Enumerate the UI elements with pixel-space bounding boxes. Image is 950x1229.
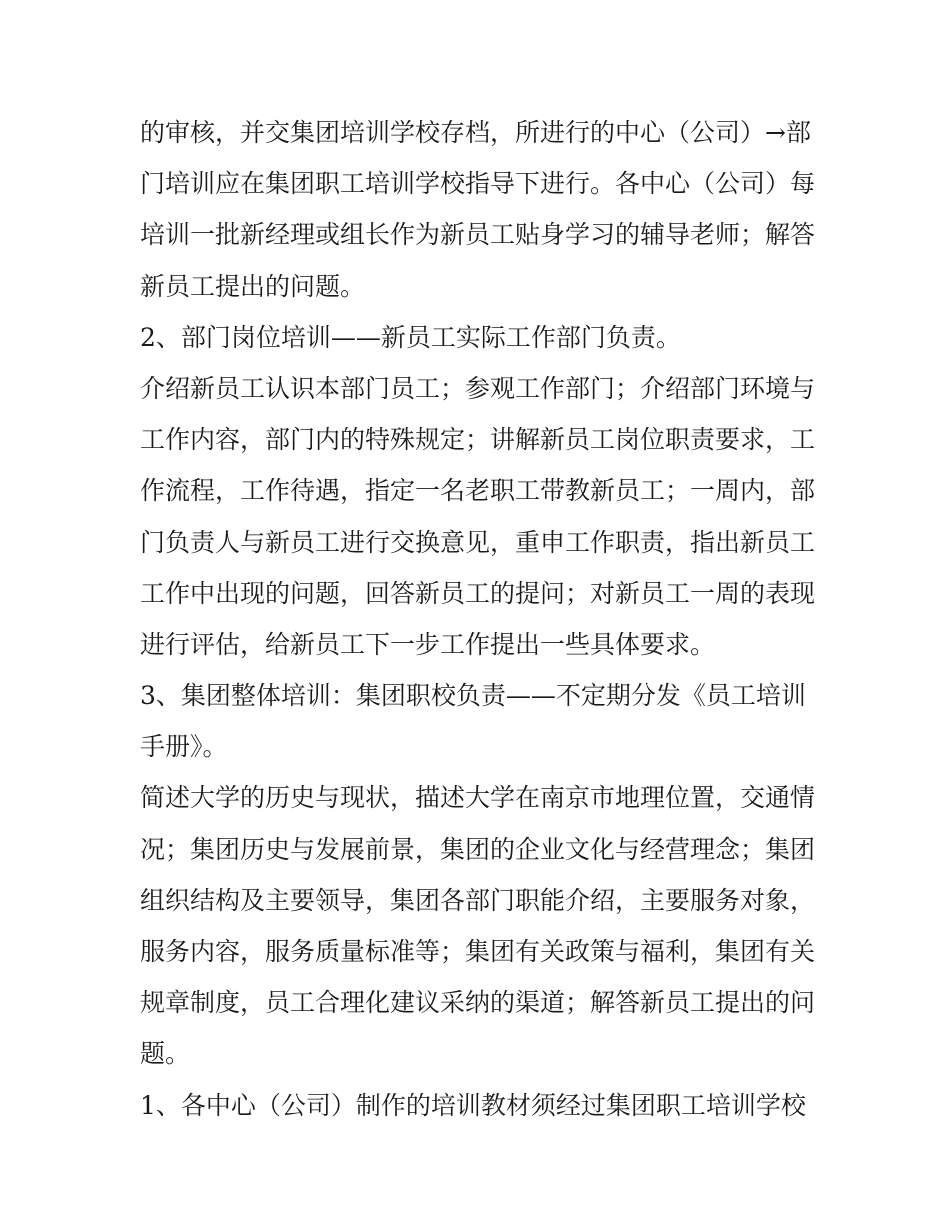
text-line: 门培训应在集团职工培训学校指导下进行。各中心（公司）每 bbox=[140, 169, 816, 199]
text-line: 新员工提出的问题。 bbox=[140, 271, 366, 301]
text-line: 组织结构及主要领导，集团各部门职能介绍，主要服务对象， bbox=[140, 885, 816, 915]
text-line: 手册》。 bbox=[140, 732, 228, 762]
text-line: 培训一批新经理或组长作为新员工贴身学习的辅导老师；解答 bbox=[140, 220, 816, 250]
body-text bbox=[140, 107, 820, 1131]
text-line: 况；集团历史与发展前景，集团的企业文化与经营理念；集团 bbox=[140, 834, 816, 864]
text-line: 进行评估，给新员工下一步工作提出一些具体要求。 bbox=[140, 629, 716, 659]
text-line: 服务内容，服务质量标准等；集团有关政策与福利，集团有关 bbox=[140, 937, 816, 966]
text-line: 工作内容，部门内的特殊规定；讲解新员工岗位职责要求，工 bbox=[140, 425, 816, 455]
section-heading: 1、各中心（公司）制作的培训教材须经过集团职工培训学校 bbox=[140, 1090, 806, 1120]
text-line: 题。 bbox=[140, 1039, 191, 1069]
text-line: 简述大学的历史与现状，描述大学在南京市地理位置，交通情 bbox=[140, 783, 816, 813]
text-line: 规章制度，员工合理化建议采纳的渠道；解答新员工提出的问 bbox=[140, 988, 816, 1018]
text-line: 作流程，工作待遇，指定一名老职工带教新员工；一周内，部 bbox=[140, 476, 816, 506]
text-line: 门负责人与新员工进行交换意见，重申工作职责，指出新员工 bbox=[140, 527, 816, 557]
section-heading: 3、集团整体培训：集团职校负责——不定期分发《员工培训 bbox=[140, 681, 806, 711]
text-line: 介绍新员工认识本部门员工；参观工作部门；介绍部门环境与 bbox=[140, 373, 816, 403]
text-line: 工作中出现的问题，回答新员工的提问；对新员工一周的表现 bbox=[140, 578, 816, 608]
text-line: 的审核，并交集团培训学校存档，所进行的中心（公司）→部 bbox=[140, 118, 811, 147]
section-heading: 2、部门岗位培训——新员工实际工作部门负责。 bbox=[140, 322, 681, 352]
